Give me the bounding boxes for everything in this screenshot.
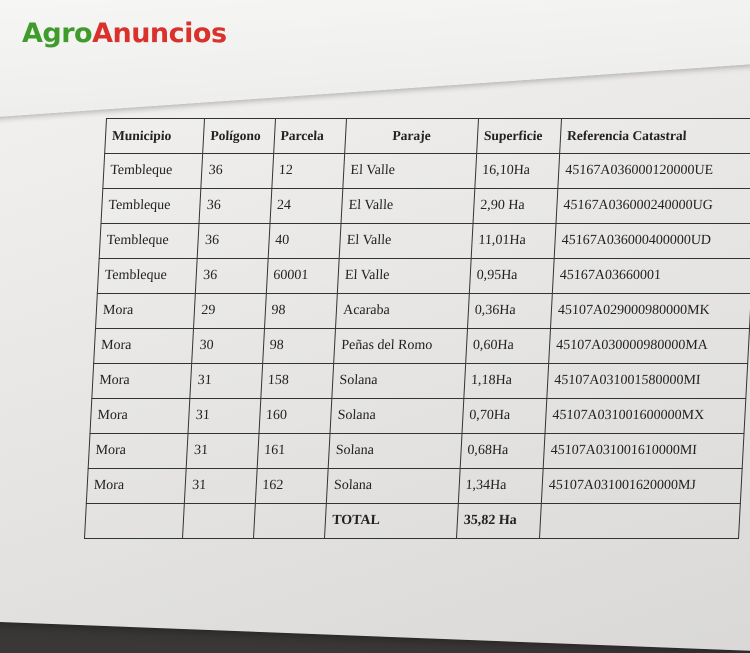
cell-empty <box>253 504 326 539</box>
cell-paraje: El Valle <box>338 259 471 294</box>
cell-referencia: 45167A03660001 <box>552 259 750 294</box>
logo-part-agro: Agro <box>22 18 92 49</box>
table-row <box>101 189 750 224</box>
cell-superficie: 2,90 Ha <box>473 189 558 224</box>
cell-empty <box>84 504 184 539</box>
cell-referencia: 45167A036000120000UE <box>558 154 750 189</box>
cell-paraje: El Valle <box>343 154 476 189</box>
table-row <box>94 329 750 364</box>
cell-poligono: 36 <box>201 154 273 189</box>
cell-paraje: Peñas del Romo <box>334 329 467 364</box>
agroanuncios-logo <box>22 18 227 49</box>
cell-parcela: 98 <box>264 294 337 329</box>
logo-part-anuncios: Anuncios <box>92 18 226 49</box>
cell-referencia: 45167A036000400000UD <box>554 224 750 259</box>
table-row <box>99 224 750 259</box>
cell-parcela: 158 <box>260 364 333 399</box>
table-row <box>96 294 750 329</box>
table-row <box>97 259 750 294</box>
cell-superficie: 16,10Ha <box>475 154 560 189</box>
cell-poligono: 30 <box>192 329 264 364</box>
cell-superficie: 0,70Ha <box>462 399 547 434</box>
cell-superficie: 1,18Ha <box>464 364 549 399</box>
cell-empty <box>540 504 741 539</box>
cell-referencia: 45107A031001620000MJ <box>541 469 742 504</box>
cell-superficie: 1,34Ha <box>458 469 543 504</box>
table-row <box>92 364 748 399</box>
cell-paraje: Acaraba <box>336 294 469 329</box>
table-header-row <box>105 119 750 154</box>
cell-paraje: Solana <box>330 399 463 434</box>
cell-municipio: Tembleque <box>101 189 201 224</box>
cell-parcela: 24 <box>270 189 343 224</box>
header-superficie: Superficie <box>477 119 562 154</box>
cell-poligono: 29 <box>194 294 266 329</box>
cell-poligono: 36 <box>199 189 271 224</box>
cell-parcela: 162 <box>255 469 328 504</box>
cell-parcela: 161 <box>257 434 330 469</box>
cell-paraje: Solana <box>327 469 460 504</box>
cell-municipio: Mora <box>96 294 196 329</box>
cell-parcela: 98 <box>262 329 335 364</box>
cell-poligono: 36 <box>198 224 270 259</box>
cell-poligono: 31 <box>188 399 260 434</box>
cell-parcela: 12 <box>271 154 344 189</box>
table-row <box>90 399 746 434</box>
total-label: TOTAL <box>325 504 458 539</box>
cell-referencia: 45107A029000980000MK <box>551 294 750 329</box>
header-parcela: Parcela <box>273 119 346 154</box>
header-poligono: Polígono <box>203 119 275 154</box>
header-municipio: Municipio <box>105 119 205 154</box>
cell-superficie: 0,68Ha <box>460 434 545 469</box>
cell-municipio: Mora <box>88 434 188 469</box>
cell-superficie: 0,95Ha <box>469 259 554 294</box>
total-value: 35,82 Ha <box>456 504 541 539</box>
header-paraje: Paraje <box>345 119 478 154</box>
table-row <box>103 154 750 189</box>
cell-parcela: 160 <box>259 399 332 434</box>
cell-referencia: 45107A031001600000MX <box>545 399 746 434</box>
cell-municipio: Mora <box>86 469 186 504</box>
cell-referencia: 45107A030000980000MA <box>549 329 750 364</box>
cell-municipio: Mora <box>94 329 194 364</box>
header-referencia-catastral: Referencia Catastral <box>560 119 750 154</box>
cell-poligono: 31 <box>185 469 257 504</box>
cell-paraje: El Valle <box>341 189 474 224</box>
cell-superficie: 0,36Ha <box>467 294 552 329</box>
parcel-table <box>84 118 750 539</box>
cell-referencia: 45107A031001580000MI <box>547 364 748 399</box>
cell-referencia: 45167A036000240000UG <box>556 189 750 224</box>
cell-referencia: 45107A031001610000MI <box>543 434 744 469</box>
cell-empty <box>183 504 255 539</box>
cell-municipio: Mora <box>92 364 192 399</box>
cell-municipio: Mora <box>90 399 190 434</box>
cell-parcela: 40 <box>268 224 341 259</box>
cell-municipio: Tembleque <box>97 259 197 294</box>
cell-paraje: El Valle <box>339 224 472 259</box>
cell-paraje: Solana <box>332 364 465 399</box>
cell-superficie: 11,01Ha <box>471 224 556 259</box>
table-total-row <box>84 504 740 539</box>
cell-superficie: 0,60Ha <box>466 329 551 364</box>
cell-paraje: Solana <box>328 434 461 469</box>
cell-parcela: 60001 <box>266 259 339 294</box>
table-row <box>86 469 742 504</box>
table-row <box>88 434 744 469</box>
cell-poligono: 31 <box>187 434 259 469</box>
cell-municipio: Tembleque <box>99 224 199 259</box>
cell-poligono: 31 <box>190 364 262 399</box>
cell-municipio: Tembleque <box>103 154 203 189</box>
cell-poligono: 36 <box>196 259 268 294</box>
